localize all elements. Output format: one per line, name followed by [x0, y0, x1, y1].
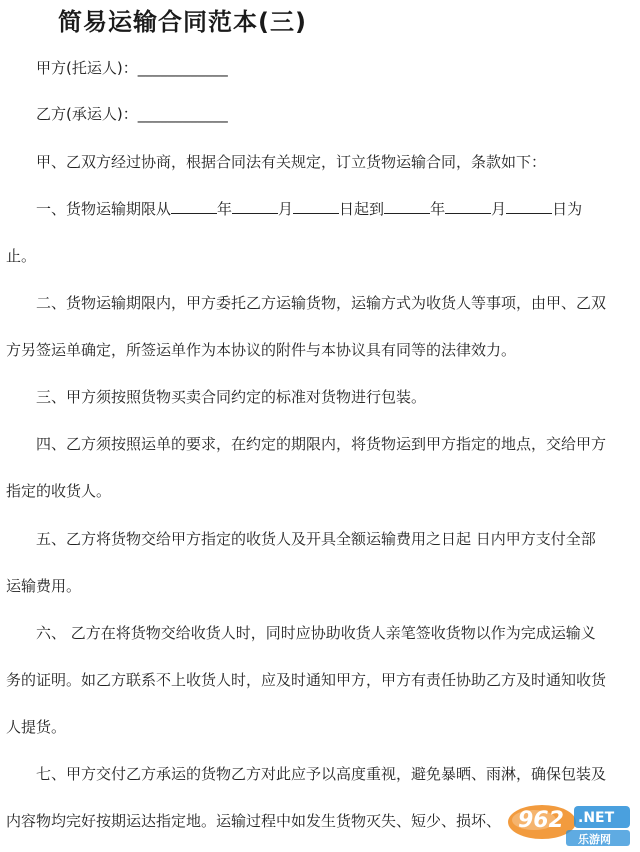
clause-4-line-2: 指定的收货人。 [6, 482, 112, 500]
clause-1-blank-year-from [171, 199, 217, 214]
clause-3-line-1: 三、甲方须按照货物买卖合同约定的标准对货物进行包装。 [36, 388, 427, 406]
clause-1-text-f: 月 [491, 200, 507, 218]
watermark-brand: 962 [518, 808, 564, 833]
site-watermark [504, 800, 634, 848]
intro-paragraph: 甲、乙双方经过协商，根据合同法有关规定，订立货物运输合同，条款如下： [36, 153, 547, 171]
clause-4-line-1: 四、乙方须按照运单的要求，在约定的期限内，将货物运到甲方指定的地点，交给甲方 [36, 435, 607, 453]
clause-2-line-1: 二、货物运输期限内，甲方委托乙方运输货物，运输方式为收货人等事项，由甲、乙双 [36, 294, 607, 312]
clause-1-blank-month-from [232, 199, 278, 214]
party-a-blank: ____________ [137, 59, 228, 77]
clause-5-line-1: 五、乙方将货物交给甲方指定的收货人及开具全额运输费用之日起 日内甲方支付全部 [36, 530, 596, 548]
clause-6-line-2: 务的证明。如乙方联系不上收货人时，应及时通知甲方，甲方有责任协助乙方及时通知收货 [6, 671, 607, 689]
watermark-suffix: .NET [578, 810, 615, 826]
clause-1-text-e: 年 [430, 200, 446, 218]
clause-7-line-1: 七、甲方交付乙方承运的货物乙方对此应予以高度重视，避免暴晒、雨淋，确保包装及 [36, 765, 607, 783]
clause-1-text-b: 年 [217, 200, 233, 218]
clause-1-text-a: 一、货物运输期限从 [36, 200, 172, 218]
clause-1-blank-month-to [445, 199, 491, 214]
party-b-line [36, 104, 228, 124]
party-b-label: 乙方(承运人)： [36, 105, 138, 123]
clause-1-line-2: 止。 [6, 247, 37, 265]
party-a-label: 甲方(托运人)： [36, 59, 138, 77]
clause-1-blank-day-to [506, 199, 552, 214]
clause-1-text-g: 日为 [552, 200, 583, 218]
clause-6-line-3: 人提货。 [6, 718, 67, 736]
clause-7-line-2: 内容物均完好按期运达指定地。运输过程中如发生货物灭失、短少、损坏、 [6, 812, 502, 830]
clause-6-line-1: 六、 乙方在将货物交给收货人时，同时应协助收货人亲笔签收货物以作为完成运输义 [36, 624, 596, 642]
clause-1-blank-day-from [293, 199, 339, 214]
party-b-blank: ____________ [137, 105, 228, 123]
clause-1-line-1 [36, 199, 582, 219]
clause-1-blank-year-to [384, 199, 430, 214]
clause-5-line-2: 运输费用。 [6, 577, 82, 595]
document-title: 简易运输合同范本(三) [58, 8, 307, 36]
party-a-line [36, 58, 228, 78]
clause-1-text-c: 月 [278, 200, 294, 218]
clause-1-text-d: 日起到 [339, 200, 385, 218]
clause-2-line-2: 方另签运单确定，所签运单作为本协议的附件与本协议具有同等的法律效力。 [6, 341, 517, 359]
watermark-tagline: 乐游网 [578, 833, 611, 846]
